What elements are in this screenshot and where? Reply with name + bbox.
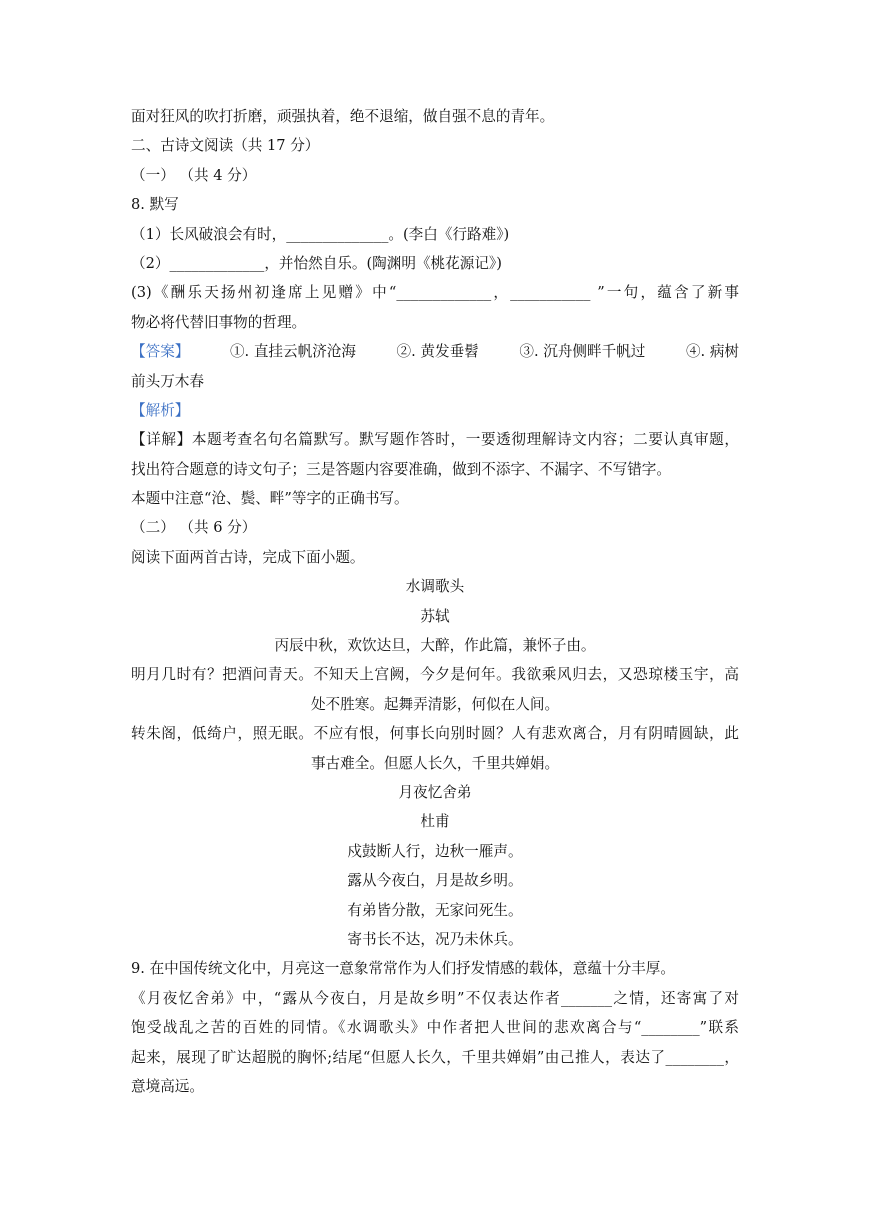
detail-tag: 【详解】 <box>131 431 192 449</box>
answer-line-cont: 前头万木春 <box>131 372 204 390</box>
detail-text: 本题考查名句名篇默写。默写题作答时，一要透彻理解诗文内容；二要认真审题， <box>191 431 739 449</box>
subsection-heading-2: （二） （共 6 分） <box>131 519 257 537</box>
poem1-title: 水调歌头 <box>405 578 465 596</box>
question-9-text: 饱受战乱之苦的百姓的同情。《水调歌头》中作者把人世间的悲欢离合与“________”联系 <box>131 1019 739 1037</box>
question-9-text: 起来，展现了旷达超脱的胸怀;结尾“但愿人长久，千里共婵娟”由己推人，表达了________， <box>131 1048 739 1066</box>
detail-line <box>131 425 739 454</box>
detail-line-cont: 找出符合题意的诗文句子；三是答题内容要准确，做到不添字、不漏字、不写错字。 <box>131 460 671 478</box>
answer-item-2: ②. 黄发垂髫 <box>396 343 479 361</box>
poem2-line: 有弟皆分散，无家问死生。 <box>347 901 523 919</box>
text-line: 面对狂风的吹打折磨，顽强执着，绝不退缩，做自强不息的青年。 <box>131 108 555 125</box>
detail-note: 本题中注意“沧、鬓、畔”等字的正确书写。 <box>131 490 409 508</box>
poem2-line: 寄书长不达，况乃未休兵。 <box>347 930 523 948</box>
poem1-stanza1-cont: 处不胜寒。起舞弄清影，何似在人间。 <box>310 695 560 713</box>
question-8-item-1: （1）长风破浪会有时，______________。(李白《行路难》) <box>131 225 510 243</box>
reading-instruction: 阅读下面两首古诗，完成下面小题。 <box>131 548 365 566</box>
question-9-text: 《月夜忆舍弟》中，“露从今夜白，月是故乡明”不仅表达作者_______之情，还寄寓了对 <box>131 989 739 1007</box>
poem1-stanza2-cont: 事古难全。但愿人长久，千里共婵娟。 <box>310 754 560 772</box>
question-8-item-3-cont: 物必将代替旧事物的哲理。 <box>131 313 307 331</box>
poem2-title: 月夜忆舍弟 <box>398 783 472 801</box>
question-9-title: 9. 在中国传统文化中，月亮这一意象常常作为人们抒发情感的载体，意蕴十分丰厚。 <box>131 960 675 978</box>
poem1-stanza2: 转朱阁，低绮户，照无眠。不应有恨，何事长向别时圆？人有悲欢离合，月有阴晴圆缺，此 <box>131 725 739 743</box>
subsection-heading: （一） （共 4 分） <box>131 166 257 184</box>
analysis-tag: 【解析】 <box>131 401 190 419</box>
poem1-stanza1: 明月几时有？把酒问青天。不知天上宫阙，今夕是何年。我欲乘风归去，又恐琼楼玉宇，高 <box>131 666 739 684</box>
answer-line <box>131 337 739 366</box>
poem2-author: 杜甫 <box>420 813 450 831</box>
poem2-line: 露从今夜白，月是故乡明。 <box>347 872 523 890</box>
poem2-line: 戍鼓断人行，边秋一雁声。 <box>347 842 523 860</box>
answer-item-1: ①. 直挂云帆济沧海 <box>229 343 356 361</box>
question-9-text: 意境高远。 <box>131 1077 204 1095</box>
question-8-item-2: （2）_____________，并怡然自乐。(陶渊明《桃花源记》) <box>131 254 502 272</box>
document-page <box>131 102 739 1101</box>
poem1-preface: 丙辰中秋，欢饮达旦，大醉，作此篇，兼怀子由。 <box>274 637 596 655</box>
question-8-title: 8. 默写 <box>131 196 179 214</box>
section-heading: 二、古诗文阅读（共 17 分） <box>131 137 320 155</box>
answer-item-4: ④. 病树 <box>685 343 740 361</box>
answer-tag: 【答案】 <box>131 343 190 361</box>
question-8-item-3: (3)《酬乐天扬州初逢席上见赠》中“_____________，___________ ”一句，蕴含了新事 <box>131 284 739 302</box>
answer-item-3: ③. 沉舟侧畔千帆过 <box>519 343 646 361</box>
poem1-author: 苏轼 <box>420 607 450 625</box>
